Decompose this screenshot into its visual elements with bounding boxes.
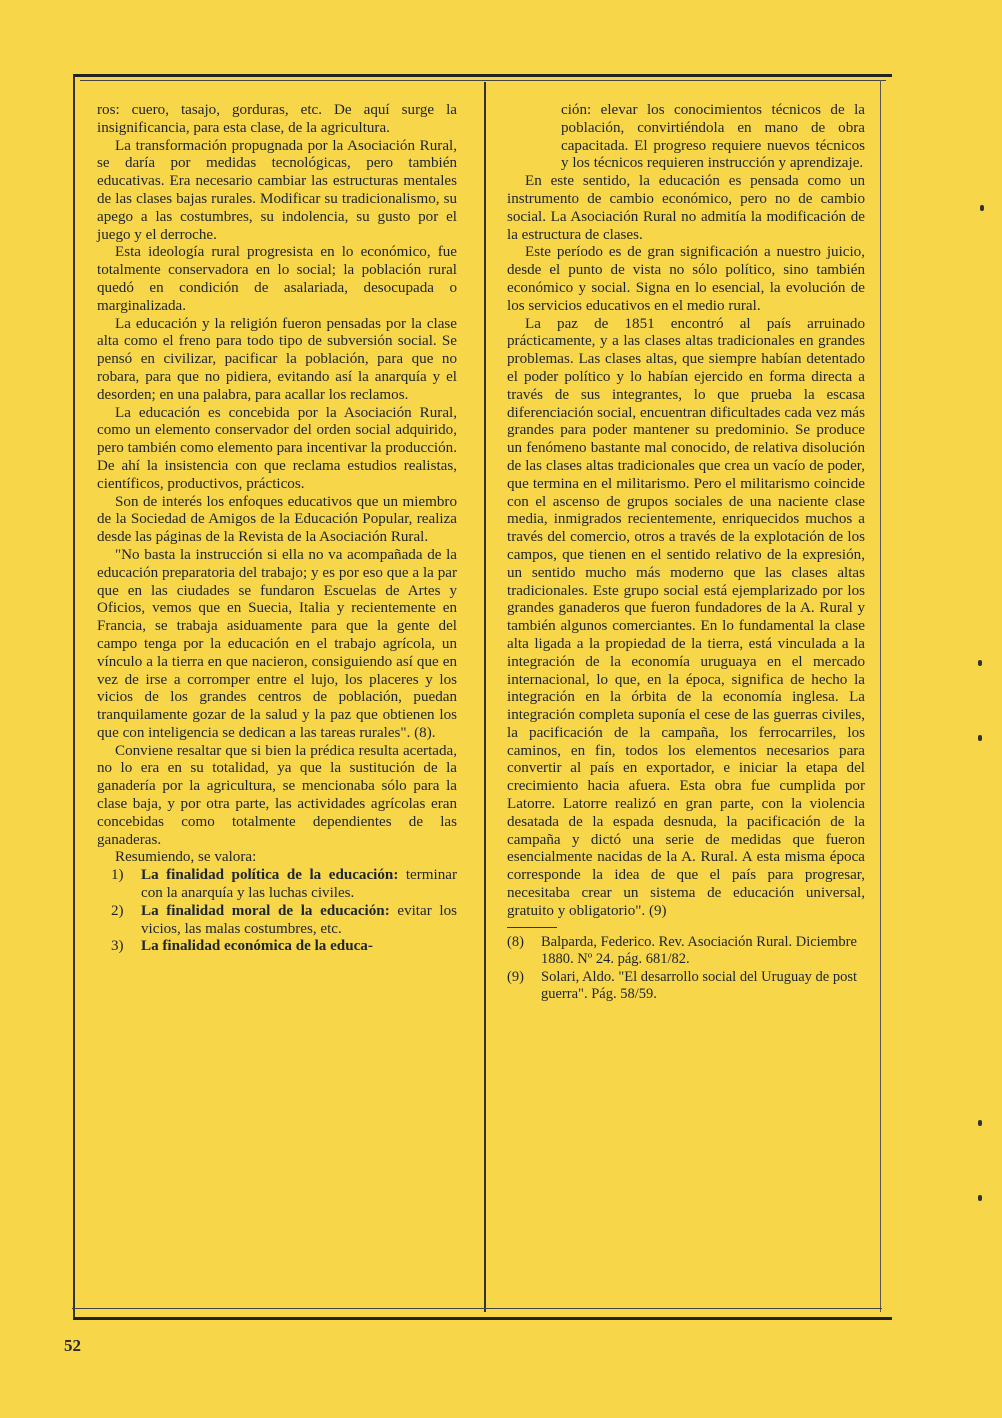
paragraph: Son de interés los enfoques educativos que un miembro de la Sociedad de Amigos de la Educación Popular, realiza desde las páginas de la Revista de la Asociación Rural. <box>97 493 457 546</box>
footnote-number: (8) <box>507 933 524 950</box>
margin-speck <box>978 1195 982 1201</box>
margin-speck <box>980 205 984 211</box>
column-divider <box>484 82 486 1312</box>
footnote-rule <box>507 927 557 928</box>
paragraph: Conviene resaltar que si bien la prédica resulta acertada, no lo era en su totalidad, ya que la sustitución de la ganadería por la agricultura, se mencionaba sólo para la clase baja, y por otra parte, las actividades agrícolas eran concebidas como totalmente dependientes de las ganaderas. <box>97 742 457 848</box>
paragraph: La transformación propugnada por la Asociación Rural, se daría por medidas tecnológicas, pero también educativas. Era necesario cambiar las estructuras mentales de las clases bajas rurales. Modificar su tradicionalismo, su apego a las costumbres, su indolencia, su gusto por el juego y el derroche. <box>97 137 457 243</box>
frame-right-rule <box>880 80 881 1312</box>
list-number: 2) <box>111 902 124 919</box>
list-number: 3) <box>111 938 124 955</box>
margin-speck <box>978 735 982 741</box>
footnote-text: Solari, Aldo. "El desarrollo social del Uruguay de post guerra". Pág. 58/59. <box>541 968 857 1003</box>
footnote-text: Balparda, Federico. Rev. Asociación Rural. Diciembre 1880. Nº 24. pág. 681/82. <box>541 933 857 968</box>
footnote <box>507 969 865 1004</box>
footnote <box>507 934 865 969</box>
margin-speck <box>978 660 982 666</box>
page-number: 52 <box>64 1336 81 1355</box>
list-item <box>97 903 457 939</box>
list-item-heading: La finalidad moral de la educación: <box>141 902 390 919</box>
right-column <box>507 102 865 1004</box>
paragraph: Este período es de gran significación a nuestro juicio, desde el punto de vista no sólo político, sino también económico y social. Signa en lo esencial, la evolución de los servicios educativos en el medio rural. <box>507 244 865 314</box>
paragraph: Resumiendo, se valora: <box>115 849 257 866</box>
list-item <box>97 938 457 956</box>
paragraph: La educación y la religión fueron pensadas por la clase alta como el freno para todo tipo de subversión social. Se pensó en civilizar, pacificar la población, para que no robara, para que no pidiera, evitando así la anarquía y el desorden; en una palabra, para acallar los reclamos. <box>97 315 457 403</box>
paragraph: Esta ideología rural progresista en lo económico, fue totalmente conservadora en lo social; la población rural quedó en condición de asalariada, desocupada o marginalizada. <box>97 244 457 314</box>
paragraph: La paz de 1851 encontró al país arruinado prácticamente, y a las clases altas tradicionales en grandes problemas. Las clases altas, que siempre habían detentado el poder político y lo habían ejercido en forma directa a través de sus integrantes, lo que prueba la escasa diferenciación social, encuentran dificultades cada vez más grandes para poder mantener su predominio. Se produce un fenómeno bastante mal conocido, de relativa disolución de las clases altas tradicionales que crea un vacío de poder, que termina en el militarismo. Pero el militarismo coincide con el ascenso de grupos sociales de una naciente clase media, inmigrados recientemente, enriquecidos muchos a través del comercio, otros a través de la explotación de los campos, que tienen en el sentido relativo de la expresión, un sentido mucho más moderno que las clases altas tradicionales. Este grupo social está ejemplarizado por los grandes ganaderos que fueron fundadores de la A. Rural y también algunos comerciantes. En lo fundamental la clase alta ligada a la propiedad de la tierra, está vinculada a la integración de la economía uruguaya en el mercado internacional, lo que, en la época, significa de hecho la integración en la órbita de la economía inglesa. La integración completa suponía el cese de las guerras civiles, la pacificación de la campaña, los ferrocarriles, los caminos, en fin, todos los elementos necesarios para convertir al país en exportador, e iniciar la etapa del crecimiento hacia afuera. Esta obra fue cumplida por Latorre. Latorre realizó en gran parte, con la violencia desatada de la espada desnuda, la pacificación de la campaña y dictó una serie de medidas que fueron esencialmente nacidas de la A. Rural. A esta misma época corresponde la idea de que el país para progresar, necesitaba crear un sistema de educación universal, gratuito y obligatorio". (9) <box>507 315 865 919</box>
frame-bottom-rule <box>72 1308 882 1309</box>
paragraph: ción: elevar los conocimientos técnicos de la población, convirtiéndola en mano de obra capacitada. El progreso requiere nuevos técnicos y los técnicos requieren instrucción y aprendizaje. <box>561 102 865 172</box>
margin-speck <box>978 1120 982 1126</box>
paragraph: En este sentido, la educación es pensada como un instrumento de cambio económico, pero no de cambio social. La Asociación Rural no admitía la modificación de la estructura de clases. <box>507 173 865 243</box>
left-column <box>97 102 457 956</box>
frame-top-rule <box>80 80 886 81</box>
list-item-heading: La finalidad política de la educación: <box>141 867 399 884</box>
list-item-text: terminar con la anarquía y las luchas civiles. <box>141 867 457 902</box>
list-number: 1) <box>111 867 124 884</box>
list-item <box>97 867 457 903</box>
paragraph: ros: cuero, tasajo, gorduras, etc. De aquí surge la insignificancia, para esta clase, de la agricultura. <box>97 102 457 136</box>
footnote-number: (9) <box>507 968 524 985</box>
paragraph: La educación es concebida por la Asociación Rural, como un elemento conservador del orden social adquirido, pero también como elemento para incentivar la producción. De ahí la insistencia con que reclama estudios realistas, científicos, productivos, prácticos. <box>97 404 457 492</box>
quote-paragraph: "No basta la instrucción si ella no va acompañada de la educación preparatoria del trabajo; y es por eso que a la par que en las ciudades se fundaron Escuelas de Artes y Oficios, vemos que en Suecia, Italia y recientemente en Francia, se trabaja asiduamente para que la gente del campo tenga por la educación en el trabajo agrícola, un vínculo a la tierra en que nacieron, consiguiendo así que en vez de irse a corromper entre el lujo, los placeres y los vicios de los grandes centros de población, puedan tranquilamente gozar de la salud y la paz que obtienen los que con inteligencia se dedican a las tareas rurales". (8). <box>97 546 457 741</box>
list-item-heading: La finalidad económica de la educa- <box>141 938 373 955</box>
summary-list <box>97 867 457 956</box>
list-item-text: evitar los vicios, las malas costumbres, etc. <box>141 902 457 937</box>
